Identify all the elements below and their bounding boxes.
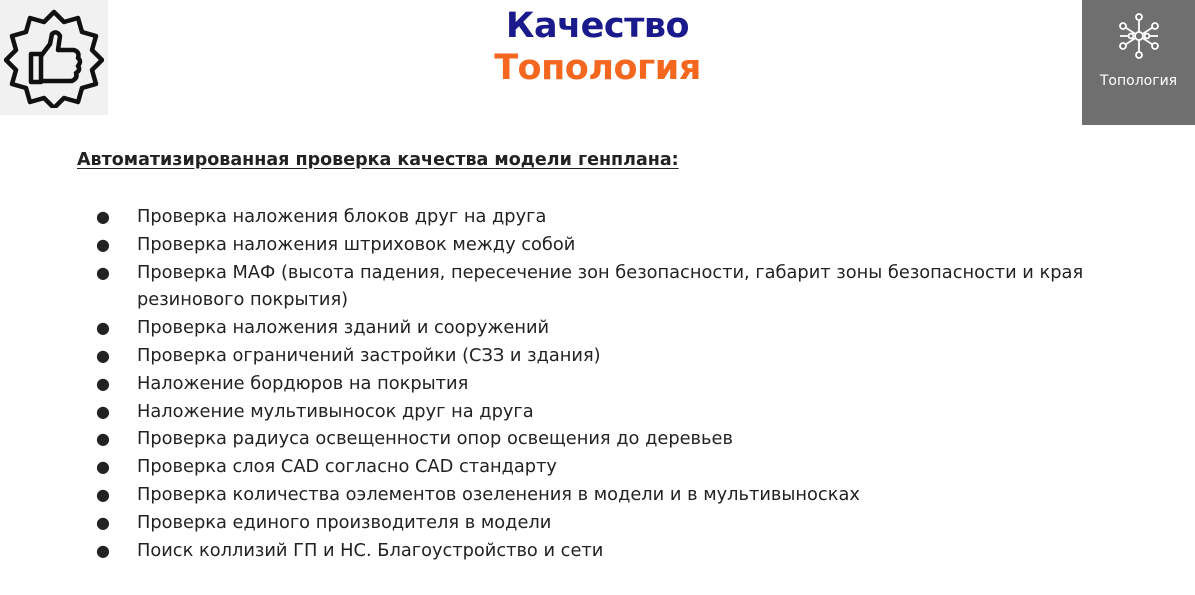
bullet-icon: ● <box>96 484 110 504</box>
bullet-icon: ● <box>96 457 110 477</box>
list-item <box>0 203 1160 231</box>
list-item-text: Проверка количества оэлементов озеленения в модели и в мультивыносках <box>137 483 860 505</box>
list-item-text: Проверка наложения блоков друг на друга <box>137 206 547 227</box>
list-item <box>0 398 1160 426</box>
bullet-icon: ● <box>96 318 110 338</box>
list-item-text: Проверка МАФ (высота падения, пересечение зон безопасности, габарит зоны безопасности и края резинового покрытия) <box>137 261 1084 311</box>
list-item-text: Наложение мультивыносок друг на друга <box>137 400 534 422</box>
header <box>0 4 1195 88</box>
list-item-text: Проверка наложения зданий и сооружений <box>137 317 550 339</box>
bullet-icon: ● <box>96 262 110 282</box>
list-item-text: Проверка единого производителя в модели <box>137 511 552 533</box>
list-item <box>0 481 1160 509</box>
check-list <box>0 203 1160 564</box>
page-title: Качество <box>505 6 690 46</box>
list-item <box>0 314 1160 342</box>
list-item <box>0 231 1160 259</box>
list-item <box>0 509 1160 537</box>
list-item-text: Проверка ограничений застройки (СЗЗ и здания) <box>137 344 601 366</box>
bullet-icon: ● <box>96 345 110 365</box>
page-subtitle: Топология <box>494 48 701 88</box>
list-item-text: Проверка слоя CAD согласно CAD стандарту <box>137 456 557 478</box>
bullet-icon: ● <box>96 540 110 560</box>
network-nodes-icon <box>1115 12 1163 60</box>
bullet-icon: ● <box>96 429 110 449</box>
topology-button[interactable] <box>1082 0 1195 125</box>
bullet-icon: ● <box>96 512 110 532</box>
bullet-icon: ● <box>96 207 110 226</box>
bullet-icon: ● <box>96 401 110 421</box>
bullet-icon: ● <box>96 373 110 393</box>
list-item <box>0 425 1160 453</box>
bullet-icon: ● <box>96 234 110 254</box>
list-item <box>0 259 1160 315</box>
list-item-text: Проверка радиуса освещенности опор освещения до деревьев <box>137 428 733 450</box>
list-item <box>0 342 1160 370</box>
list-item <box>0 453 1160 481</box>
list-item <box>0 537 1160 565</box>
list-item-text: Наложение бордюров на покрытия <box>137 372 469 394</box>
list-item-text: Поиск коллизий ГП и НС. Благоустройство и сети <box>137 539 604 561</box>
section-heading: Автоматизированная проверка качества модели генплана: <box>77 150 679 170</box>
topology-button-label: Топология <box>1099 73 1178 89</box>
list-item <box>0 370 1160 398</box>
list-item-text: Проверка наложения штриховок между собой <box>137 233 576 255</box>
